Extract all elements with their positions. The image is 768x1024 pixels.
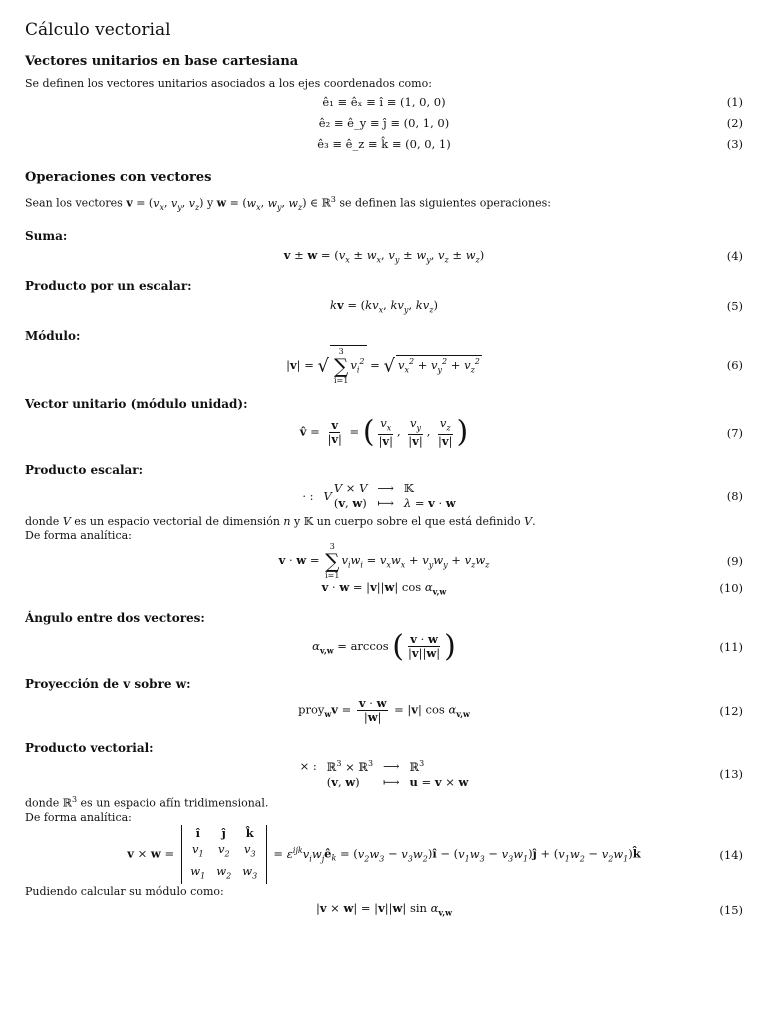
page-title: Cálculo vectorial [25, 20, 171, 40]
pe-note-a: donde [25, 514, 60, 528]
equation-6-number: (6) [726, 357, 743, 372]
heading-suma: Suma: [25, 228, 68, 243]
equation-15: |v × w| = |v||w| $\sin \alpha_{v,w}$ (15) [315, 901, 743, 918]
equation-3 [25, 133, 743, 154]
equation-3-number: (3) [726, 136, 743, 151]
equation-10-number: (10) [719, 580, 743, 595]
producto-vectorial-note: donde ℝ$^3$ es un espacio afín tridimensional. [25, 794, 269, 810]
producto-escalar-analitica: De forma analítica: [25, 528, 132, 542]
sin-label: sin [409, 901, 427, 916]
equation-2-number: (2) [726, 115, 743, 130]
document [25, 14, 743, 921]
equation-13: × : ℝ$^3$ × ℝ$^3$ ⟶ ℝ$^3$ (v, w) ⟼ u = v × w (13) [299, 758, 743, 789]
equation-14: v × w = î ĵ k̂ $v_1$ $v_2$ $v_3$ $w_1$ $w_2$ $w_3$ = $\varepsilon^{ijk}v_iw_jê_k = (v_2w_3$ − $v_3w_2)î - (v_1w_3$ − $v_3w_1)ĵ + (v_1w_2$ − $v_2w_1)k̂$ (14) [25, 825, 743, 885]
proy-label: proy [298, 702, 325, 717]
heading-producto-escalar: Producto escalar: [25, 462, 144, 477]
equation-14-number: (14) [719, 847, 743, 862]
cos-label: cos [425, 702, 445, 717]
equation-4-number: (4) [726, 248, 743, 263]
equation-11: $\alpha_{v,w} = \arccos$ ( $\frac{v \cdot w}{|v||w|}$ ) (11) [312, 628, 743, 664]
heading-vector-unitario: Vector unitario (módulo unidad): [25, 396, 248, 411]
producto-escalar-note: donde V es un espacio vectorial de dimensión n y 𝕂 un cuerpo sobre el que está definido V. [25, 514, 536, 528]
producto-vectorial-analitica: De forma analítica: [25, 810, 132, 824]
operations-intro: Sean los vectores $v = (v_x$, $v_y$, $v_z$) y $w = (w_x$, $w_y$, $w_z$) ∈ ℝ$^3$ se definen las siguientes operaciones: [25, 195, 552, 212]
equation-1-number: (1) [726, 94, 743, 109]
proyeccion-title-b: sobre [134, 676, 172, 691]
producto-vectorial-modulo-intro: Pudiendo calcular su módulo como: [25, 884, 224, 898]
equation-9-number: (9) [726, 553, 743, 568]
pe-note-d: un cuerpo sobre el que está definido [316, 514, 521, 528]
equation-5: kv = ($kv_x$, $kv_y$, $kv_z$) (5) [330, 297, 743, 314]
operations-intro-b: se definen las siguientes operaciones: [339, 196, 552, 210]
section-heading-unit-vectors: Vectores unitarios en base cartesiana [25, 54, 299, 69]
pv-note-b: es un espacio afín tridimensional. [80, 796, 269, 810]
pe-note-c: y [294, 514, 301, 528]
heading-producto-vectorial: Producto vectorial: [25, 740, 154, 755]
section-heading-operations: Operaciones con vectores [25, 170, 212, 185]
equation-4: $v \pm w = (v_x \pm w_x$, $v_y \pm w_y$, $v_z \pm w_z$) (4) [283, 247, 743, 264]
unit-vectors-intro: Se definen los vectores unitarios asociados a los ejes coordenados como: [25, 77, 432, 90]
equation-3-body: ê₃ ≡ ê_z ≡ k̂ ≡ (0, 0, 1) [317, 136, 451, 151]
arccos-label: arccos [350, 638, 389, 653]
equation-7-number: (7) [726, 425, 743, 440]
equation-15-number: (15) [719, 902, 743, 917]
pv-note-a: donde [25, 796, 60, 810]
equation-2 [25, 112, 743, 133]
equation-8-number: (8) [726, 488, 743, 503]
operations-intro-a: Sean los vectores [25, 196, 123, 210]
equation-6: |v| = √ 3 ∑ i=1 $v_i^2$ = √ $v_x^2 + v_y^2 + v_z^2$ (6) [286, 346, 743, 385]
heading-producto-escalar-k: Producto por un escalar: [25, 278, 192, 293]
equation-10: v · w = |v||w| $\cos \alpha_{v,w}$ (10) [321, 579, 743, 596]
equation-1 [25, 91, 743, 112]
equation-7: v̂ = $\frac{v}{|v|}$ = ( $\frac{v_x}{|v|}$ , $\frac{v_y}{|v|}$ , $\frac{v_z}{|v|}$ ) (7) [299, 414, 743, 450]
pe-note-b: es un espacio vectorial de dimensión [74, 514, 280, 528]
heading-modulo: Módulo: [25, 328, 81, 343]
equation-5-number: (5) [726, 298, 743, 313]
heading-angulo: Ángulo entre dos vectores: [25, 610, 205, 625]
equation-12: proy$_w$v = $\frac{v \cdot w}{|w|}$ = |v| $\cos \alpha_{v,w}$ (12) [298, 696, 743, 725]
proyeccion-title-a: Proyección de [25, 676, 120, 691]
heading-proyeccion: Proyección de v sobre w: [25, 676, 191, 691]
equation-9: v · w = 3 ∑ i=1 $v_iw_i = v_xw_x + v_yw_y + v_zw_z$ (9) [278, 541, 743, 580]
equation-2-body: ê₂ ≡ ê_y ≡ ĵ ≡ (0, 1, 0) [318, 115, 450, 130]
equation-11-number: (11) [719, 639, 743, 654]
equation-1-body: ê₁ ≡ êₓ ≡ î ≡ (1, 0, 0) [322, 94, 446, 109]
equation-12-number: (12) [719, 703, 743, 718]
equation-8: · : V V × V ⟶ 𝕂 (v, w) ⟼ λ = v · w (8) [302, 481, 743, 511]
equation-13-number: (13) [719, 766, 743, 781]
